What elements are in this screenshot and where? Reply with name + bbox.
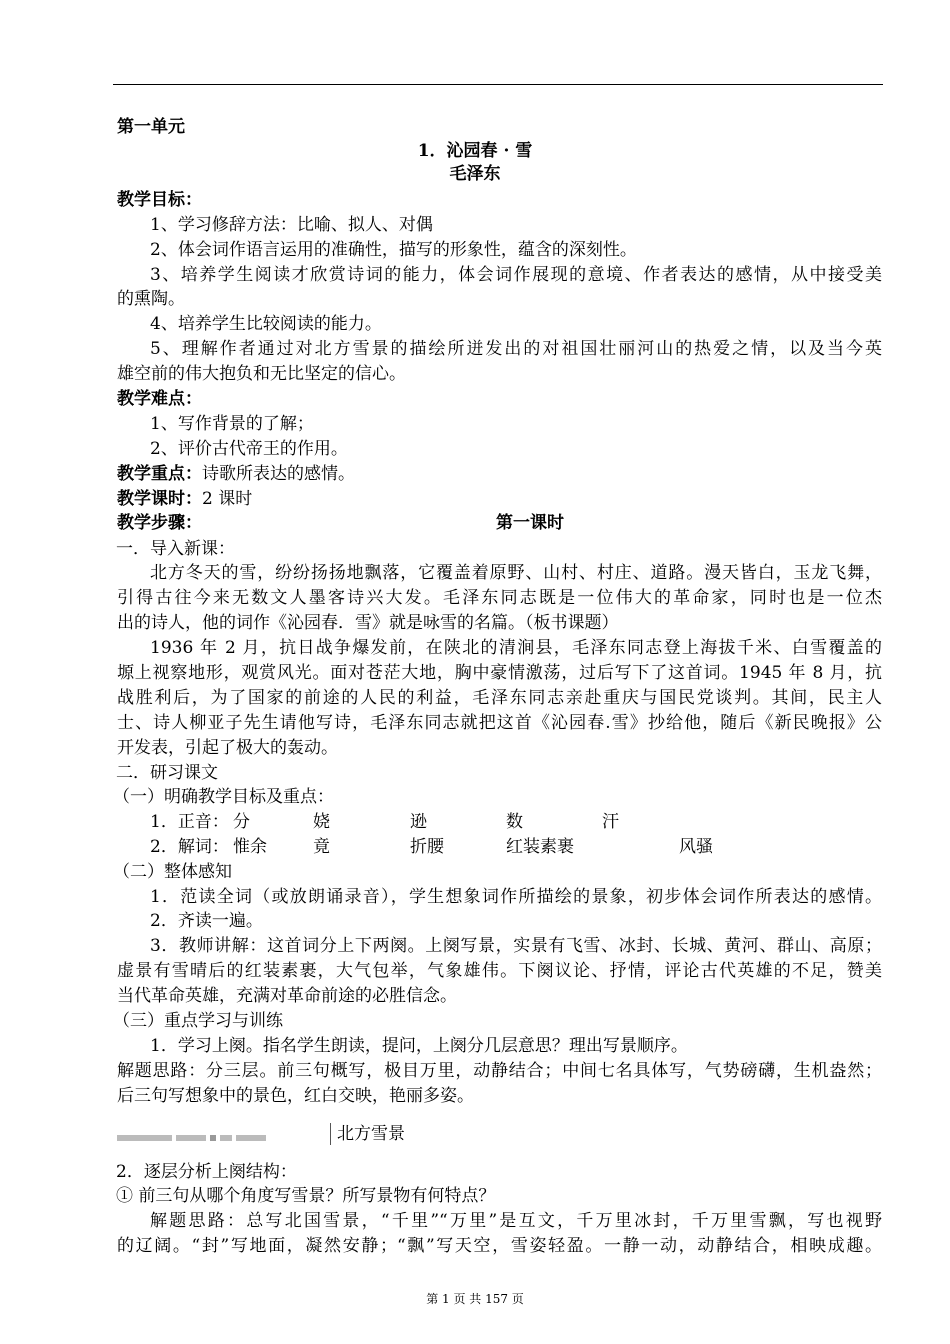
diagram-label: 北方雪景 xyxy=(337,1124,405,1144)
body-line: 3．教师讲解：这首词分上下两阕。上阕写景，实景有飞雪、冰封、长城、黄河、群山、高原； xyxy=(150,936,882,956)
diagram-bracket xyxy=(330,1123,331,1145)
body-line: 引得古往今来无数文人墨客诗兴大发。毛泽东同志既是一位伟大的革命家，同时也是一位杰 xyxy=(117,588,882,608)
objective-line: 2、体会词作语言运用的准确性，描写的形象性，蕴含的深刻性。 xyxy=(150,240,637,260)
part-heading: （一）明确教学目标及重点： xyxy=(113,787,334,807)
part-heading: （二）整体感知 xyxy=(113,862,232,882)
body-line: 当代革命英雄，充满对革命前途的必胜信念。 xyxy=(117,986,457,1006)
body-line: 战胜利后，为了国家的前途的人民的利益，毛泽东同志亲赴重庆与国民党谈判。其间，民主人 xyxy=(117,688,882,708)
objective-line: 1、学习修辞方法：比喻、拟人、对偶 xyxy=(150,215,433,235)
objective-line: 3、培养学生阅读才欣赏诗词的能力，体会词作展现的意境、作者表达的感情，从中接受美 xyxy=(150,265,882,285)
objective-line: 5、理解作者通过对北方雪景的描绘所迸发出的对祖国壮丽河山的热爱之情，以及当今英 xyxy=(150,339,882,359)
word-cell: 惟余 xyxy=(233,837,267,857)
word-cell: 分 xyxy=(233,812,250,832)
focus-line xyxy=(117,464,355,484)
hours-heading: 教学课时： xyxy=(117,489,202,509)
difficulty-line: 2、评价古代帝王的作用。 xyxy=(150,439,348,459)
body-line: 解题思路：分三层。前三句概写，极目万里，动静结合；中间七名具体写，气势磅礴，生机盎然； xyxy=(117,1061,882,1081)
body-line: 解题思路：总写北国雪景，“千里”“万里”是互文，千万里冰封，千万里雪飘，写也视野 xyxy=(150,1211,882,1231)
objective-line: 雄空前的伟大抱负和无比坚定的信心。 xyxy=(117,364,406,384)
focus-heading: 教学重点： xyxy=(117,464,202,484)
word-cell: 风骚 xyxy=(679,837,713,857)
unit-heading: 第一单元 xyxy=(117,117,185,137)
body-line: 后三句写想象中的景色，红白交映，艳丽多姿。 xyxy=(117,1086,474,1106)
question-line: ① 前三句从哪个角度写雪景？所写景物有何特点？ xyxy=(116,1186,496,1206)
steps-heading: 教学步骤： xyxy=(117,513,202,533)
header-rule xyxy=(113,84,883,85)
word-cell: 竟 xyxy=(313,837,330,857)
pronunciation-label: 1．正音： xyxy=(150,812,229,832)
word-cell: 数 xyxy=(506,812,523,832)
body-line: 1．学习上阕。指名学生朗读，提问，上阕分几层意思？理出写景顺序。 xyxy=(150,1036,688,1056)
focus-text: 诗歌所表达的感情。 xyxy=(202,464,355,484)
author: 毛泽东 xyxy=(449,164,501,184)
body-line: 1936 年 2 月，抗日战争爆发前，在陕北的清涧县，毛泽东同志登上海拔千米、白雪覆盖的 xyxy=(150,638,882,658)
period-title: 第一课时 xyxy=(496,513,564,533)
objective-line: 的熏陶。 xyxy=(117,289,185,309)
lesson-title: 1．沁园春 · 雪 xyxy=(417,141,533,161)
hours-text: 2 课时 xyxy=(202,489,253,509)
body-line: 2．逐层分析上阕结构： xyxy=(116,1162,297,1182)
word-cell: 汗 xyxy=(602,812,619,832)
body-line: 虚景有雪晴后的红装素裹，大气包举，气象雄伟。下阕议论、抒情，评论古代英雄的不足，赞美 xyxy=(117,961,882,981)
objective-line: 4、培养学生比较阅读的能力。 xyxy=(150,314,382,334)
difficulty-line: 1、写作背景的了解； xyxy=(150,414,314,434)
hours-line xyxy=(117,489,252,509)
section-heading: 二．研习课文 xyxy=(116,763,218,783)
objectives-heading: 教学目标： xyxy=(117,190,202,210)
body-line: 士、诗人柳亚子先生请他写诗，毛泽东同志就把这首《沁园春.雪》抄给他，随后《新民晚报》公 xyxy=(117,713,882,733)
page-footer: 第 1 页 共 157 页 xyxy=(426,1292,524,1306)
body-line: 开发表，引起了极大的轰动。 xyxy=(117,738,338,758)
word-cell: 折腰 xyxy=(410,837,444,857)
body-line: 的辽阔。“封”写地面，凝然安静；“飘”写天空，雪姿轻盈。一静一动，动静结合，相映成趣。 xyxy=(117,1236,882,1256)
body-line: 出的诗人，他的词作《沁园春．雪》就是咏雪的名篇。（板书课题） xyxy=(117,613,619,633)
word-cell: 红装素裹 xyxy=(506,837,574,857)
body-line: 塬上视察地形，观赏风光。面对苍茫大地，胸中豪情激荡，过后写下了这首词。1945 年 8 月，抗 xyxy=(117,663,882,683)
body-line: 1．范读全词（或放朗诵录音），学生想象词作所描绘的景象，初步体会词作所表达的感情。 xyxy=(150,887,882,907)
vocab-label: 2．解词： xyxy=(150,837,229,857)
body-line: 北方冬天的雪，纷纷扬扬地飘落，它覆盖着原野、山村、村庄、道路。漫天皆白，玉龙飞舞， xyxy=(150,563,882,583)
part-heading: （三）重点学习与训练 xyxy=(113,1011,283,1031)
word-cell: 娆 xyxy=(313,812,330,832)
difficulty-heading: 教学难点： xyxy=(117,389,202,409)
structure-diagram-image xyxy=(117,1124,332,1146)
body-line: 2．齐读一遍。 xyxy=(150,911,263,931)
section-heading: 一．导入新课： xyxy=(116,539,235,559)
word-cell: 逊 xyxy=(410,812,427,832)
